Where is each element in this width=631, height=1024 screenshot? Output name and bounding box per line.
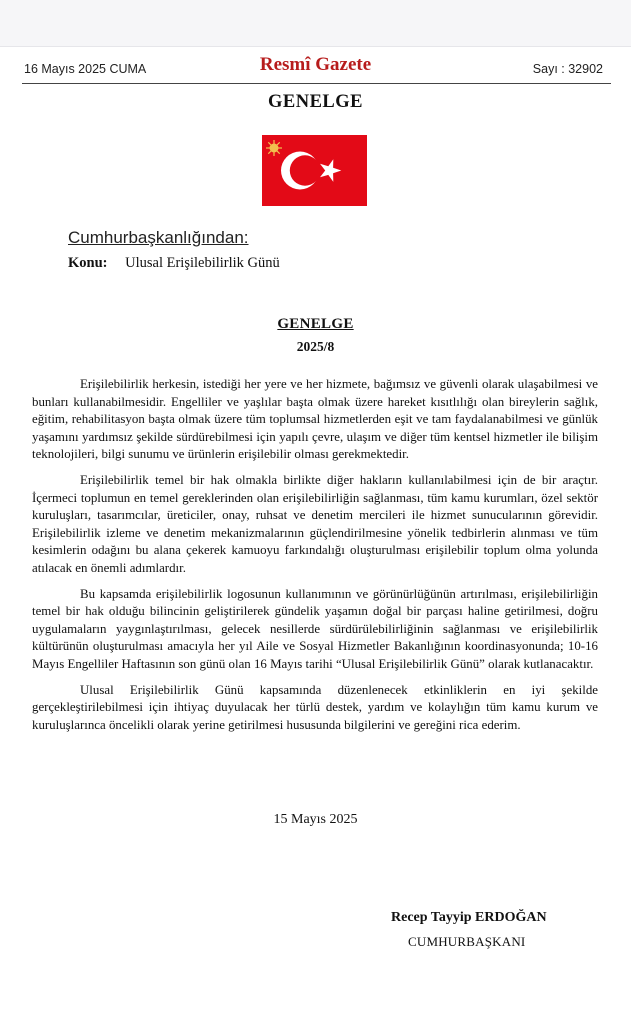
subject-value: Ulusal Erişilebilirlik Günü xyxy=(125,255,280,271)
paragraph: Erişilebilirlik herkesin, istediği her yere ve her hizmete, bağımsız ve güvenli olarak ulaşabilmesi ve bunları kullanabilmesidir. Engelliler ve yaşlılar başta olmak üzere hareket kısıtlılığı olan bireylerin sağlık, eğitim, rehabilitasyon başta olmak üzere tüm toplumsal hizmetlerden eşit ve tam faydalanabilmesi ve günlük yaşamını yardımsız şekilde sürdürebilmesi için yapılı çevre, ulaşım ve diğer tüm kentsel hizmetler ile bilişim teknolojileri, bilgi sunumu ve ürünlerin erişilebilir olması gerekmektedir. xyxy=(32,377,598,462)
subject-line xyxy=(68,255,280,272)
circular-title: GENELGE xyxy=(277,316,354,332)
paragraph: Erişilebilirlik temel bir hak olmakla birlikte diğer hakların kullanılabilmesi için de bir araçtır. İçermeci toplumun en temel gereklerinden olan erişilebilirliğin sağlanması, tüm kamu kurumları, özel sektör kuruluşları, tasarımcılar, üreticiler, onay, ruhsat ve denetim mercileri ile hizmet sunucularının görevidir. Erişilebilirlik izleme ve denetim mekanizmalarının güçlendirilmesine yönelik tedbirlerin alınması ve tüm kesimlerin odağını bu alana çekerek kamuoyu farkındalığı oluşturulması erişilebilir toplum olma yolunda atılacak en önemli adımlardır. xyxy=(32,472,598,575)
issue-number: Sayı : 32902 xyxy=(532,62,603,76)
gazette-header xyxy=(0,52,631,82)
header-date: 16 Mayıs 2025 CUMA xyxy=(24,62,147,76)
signer-name: Recep Tayyip ERDOĞAN xyxy=(391,910,547,925)
paragraph: Ulusal Erişilebilirlik Günü kapsamında düzenlenecek etkinliklerin en iyi şekilde gerçekleştirilebilmesi için ihtiyaç duyulacak her türlü destek, yardım ve kolaylığın tüm kamu kurum ve kuruluşlarınca öncelikli olarak yerine getirilmesi hususunda bilgilerini ve gereğini rica ederim. xyxy=(32,682,598,732)
gazette-title: Resmî Gazete xyxy=(259,54,372,75)
top-band xyxy=(0,0,631,47)
paragraph: Bu kapsamda erişilebilirlik logosunun kullanımının ve görünürlüğünün artırılması, erişilebilirliğin temel bir hak olduğu bilincinin geliştirilerek gündelik yaşamın doğal bir parçası haline getirilmesi, doğru uygulamaların yaygınlaştırılması, gelecek nesillerde sürdürülebilirliğinin sağlanması ve erişilebilirlik kültürünün oluşturulması amacıyla her yıl Aile ve Sosyal Hizmetler Bakanlığının koordinasyonunda; 10-16 Mayıs Engelliler Haftasının son günü olan 16 Mayıs tarihi “Ulusal Erişilebilirlik Günü” olarak kutlanacaktır. xyxy=(32,586,598,671)
signer-title: CUMHURBAŞKANI xyxy=(408,934,526,949)
document-type: GENELGE xyxy=(268,92,363,112)
header-divider xyxy=(22,83,611,84)
circular-body xyxy=(32,376,598,742)
subject-label: Konu: xyxy=(68,255,108,271)
turkish-flag-icon xyxy=(262,135,367,206)
flag-sun-icon xyxy=(266,140,282,156)
circular-number: 2025/8 xyxy=(296,339,335,354)
signature-date: 15 Mayıs 2025 xyxy=(273,812,358,827)
issuing-authority: Cumhurbaşkanlığından: xyxy=(68,228,249,247)
